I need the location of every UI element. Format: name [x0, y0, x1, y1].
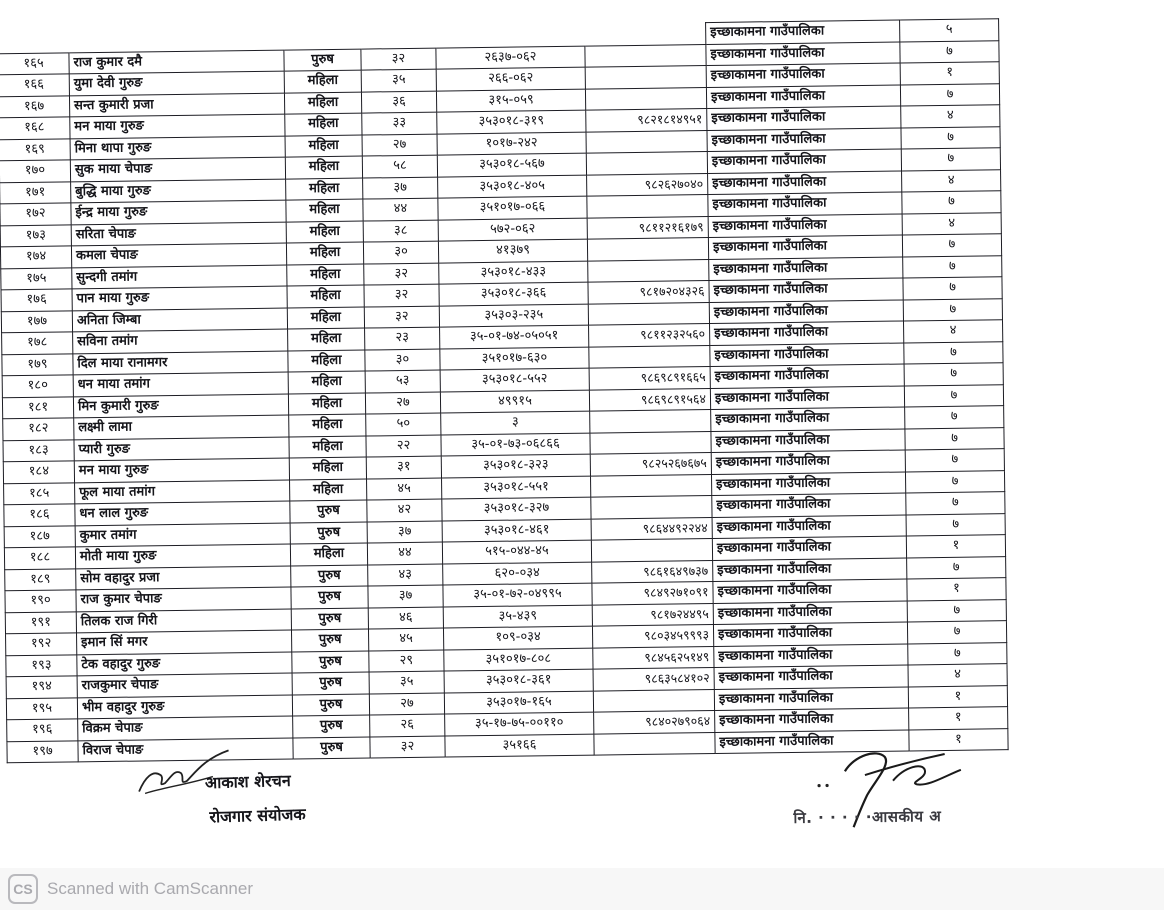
cell-phone: ९८६१६४९७३७ — [592, 560, 713, 583]
cell-ward: ४ — [902, 169, 1001, 192]
cell-id: ३५१०१७-६३० — [440, 347, 589, 370]
cell-palika: इच्छाकामना गाउँपालिका — [715, 708, 909, 732]
cell-gender: महिला — [290, 479, 367, 502]
cell-age: ३७ — [363, 177, 438, 199]
cell-age — [361, 26, 436, 48]
cell-sn: १८१ — [2, 396, 73, 418]
cell-name: राज कुमार दमै — [69, 50, 284, 74]
cell-gender: महिला — [286, 178, 363, 201]
cell-ward: १ — [908, 685, 1007, 708]
cell-phone — [589, 345, 710, 368]
cell-phone — [590, 410, 711, 433]
cell-name: टेक वहादुर गुरुङ — [77, 652, 292, 676]
coordinator-title: रोजगार संयोजक — [209, 804, 306, 827]
cell-gender: महिला — [288, 371, 365, 394]
cell-name: मिना थापा गुरुङ — [70, 136, 285, 160]
cell-sn: १९२ — [6, 633, 77, 655]
cell-sn: १७६ — [1, 289, 72, 311]
cell-age: ४३ — [368, 564, 443, 586]
cell-palika: इच्छाकामना गाउँपालिका — [706, 20, 900, 44]
cell-phone: ९८४५६२५१४९ — [593, 646, 714, 669]
cell-palika: इच्छाकामना गाउँपालिका — [706, 42, 900, 66]
cell-palika: इच्छाकामना गाउँपालिका — [714, 643, 908, 667]
cell-phone: ९८६९८९१५६४ — [589, 388, 710, 411]
cell-sn: १७१ — [0, 181, 71, 203]
cell-gender — [284, 27, 361, 50]
cell-sn: १८० — [2, 375, 73, 397]
cell-ward: ५ — [900, 19, 999, 42]
cell-phone — [585, 23, 706, 46]
cell-age: २६ — [370, 714, 445, 736]
cell-name: बुद्धि माया गुरुङ — [71, 179, 286, 203]
cell-ward: ७ — [905, 449, 1004, 472]
cell-phone — [591, 496, 712, 519]
cell-ward: ७ — [906, 492, 1005, 515]
cell-palika: इच्छाकामना गाउँपालिका — [707, 106, 901, 130]
cell-gender: महिला — [284, 70, 361, 93]
beneficiary-table — [0, 18, 1009, 763]
cell-id: ३५१६६ — [445, 734, 594, 757]
cell-palika: इच्छाकामना गाउँपालिका — [706, 85, 900, 109]
cell-id: ३५-०१-७३-०६८६६ — [441, 433, 590, 456]
cell-id: ३५३०१८-३२७ — [442, 497, 591, 520]
cell-id: ३५३०१८-३२३ — [441, 454, 590, 477]
cell-palika: इच्छाकामना गाउँपालिका — [711, 450, 905, 474]
cell-id: ३५३०१८-५६७ — [437, 153, 586, 176]
cell-gender: महिला — [288, 350, 365, 373]
cell-name: राज कुमार चेपाङ — [76, 587, 291, 611]
cell-name: प्यारी गुरुङ — [74, 437, 289, 461]
cell-palika: इच्छाकामना गाउँपालिका — [709, 299, 903, 323]
cell-name: राजकुमार चेपाङ — [77, 673, 292, 697]
cell-sn: १९७ — [7, 740, 78, 762]
cell-gender: महिला — [286, 242, 363, 265]
cell-id: ५१५-०४४-४५ — [442, 540, 591, 563]
cell-age: ३२ — [364, 284, 439, 306]
cell-ward: ४ — [908, 664, 1007, 687]
cell-palika: इच्छाकामना गाउँपालिका — [713, 557, 907, 581]
cell-palika: इच्छाकामना गाउँपालिका — [710, 364, 904, 388]
cell-age: ३७ — [368, 585, 443, 607]
cell-sn: १६५ — [0, 52, 69, 74]
cell-palika: इच्छाकामना गाउँपालिका — [713, 622, 907, 646]
cell-id — [436, 24, 585, 47]
cell-name: सुक माया चेपाङ — [70, 157, 285, 181]
cell-id: ४९९१५ — [440, 390, 589, 413]
cell-ward: ७ — [908, 642, 1007, 665]
cell-id: ३५१०१७-८०८ — [444, 648, 593, 671]
cell-palika: इच्छाकामना गाउँपालिका — [715, 729, 909, 753]
cell-palika: इच्छाकामना गाउँपालिका — [709, 278, 903, 302]
cell-sn: १९१ — [5, 611, 76, 633]
cell-age: २२ — [366, 435, 441, 457]
cell-name: पान माया गुरुङ — [72, 286, 287, 310]
cell-name: फूल माया तमांग — [75, 480, 290, 504]
cell-ward: १ — [907, 578, 1006, 601]
cell-name: मन माया गुरुङ — [70, 114, 285, 138]
cell-age: ५० — [366, 413, 441, 435]
cell-name: कुमार तमांग — [75, 523, 290, 547]
cell-id: २६३७-०६२ — [436, 46, 585, 69]
cell-name: सरिता चेपाङ — [71, 222, 286, 246]
cell-gender: महिला — [290, 543, 367, 566]
cell-name: तिलक राज गिरी — [76, 609, 291, 633]
table-body — [0, 19, 1008, 763]
cell-id: ३५३०१८-४६१ — [442, 519, 591, 542]
cell-age: ३३ — [362, 112, 437, 134]
cell-sn: १७९ — [2, 353, 73, 375]
cell-name: धन माया तमांग — [73, 372, 288, 396]
cell-phone: ९८१७२०४३२६ — [588, 281, 709, 304]
cell-sn: १९४ — [6, 676, 77, 698]
cell-palika: इच्छाकामना गाउँपालिका — [707, 128, 901, 152]
cell-gender: महिला — [285, 135, 362, 158]
cell-palika: इच्छाकामना गाउँपालिका — [710, 321, 904, 345]
cell-gender: महिला — [284, 92, 361, 115]
cell-ward: ७ — [905, 406, 1004, 429]
cell-gender: पुरुष — [291, 608, 368, 631]
cell-palika: इच्छाकामना गाउँपालिका — [712, 536, 906, 560]
cell-name: दिल माया रानामगर — [73, 351, 288, 375]
cell-palika: इच्छाकामना गाउँपालिका — [710, 342, 904, 366]
cell-id: ५७२-०६२ — [438, 218, 587, 241]
cell-palika: इच्छाकामना गाउँपालिका — [714, 665, 908, 689]
cell-phone — [585, 87, 706, 110]
cell-name: मोती माया गुरुङ — [75, 544, 290, 568]
cell-ward: ७ — [902, 191, 1001, 214]
cell-ward: ७ — [906, 513, 1005, 536]
cell-id: १०१७-२४२ — [437, 132, 586, 155]
cell-gender: पुरुष — [293, 737, 370, 760]
cell-ward: ७ — [901, 148, 1000, 171]
cell-gender: महिला — [289, 436, 366, 459]
cell-age: ४४ — [363, 198, 438, 220]
cell-name: कमला चेपाङ — [71, 243, 286, 267]
cell-phone — [590, 474, 711, 497]
cell-id: ३५-०१-७४-०५०५१ — [440, 325, 589, 348]
cell-age: ३७ — [367, 521, 442, 543]
cell-sn: १७७ — [1, 310, 72, 332]
cell-age: ३२ — [364, 306, 439, 328]
cell-phone — [590, 431, 711, 454]
cell-ward: १ — [909, 728, 1008, 751]
cell-id: ३५-०१-७२-०४९९५ — [443, 583, 592, 606]
cell-age: ३० — [363, 241, 438, 263]
cell-gender: महिला — [289, 457, 366, 480]
cell-sn: १८३ — [3, 439, 74, 461]
right-signature-block — [784, 739, 1015, 842]
cell-palika: इच्छाकामना गाउँपालिका — [714, 686, 908, 710]
cell-palika: इच्छाकामना गाउँपालिका — [710, 385, 904, 409]
cell-palika: इच्छाकामना गाउँपालिका — [707, 149, 901, 173]
cell-sn: १८९ — [5, 568, 76, 590]
cell-sn: १७३ — [0, 224, 71, 246]
cell-palika: इच्छाकामना गाउँपालिका — [709, 257, 903, 281]
cell-age: ४६ — [368, 607, 443, 629]
cell-gender: महिला — [285, 113, 362, 136]
cell-sn: १८५ — [4, 482, 75, 504]
cell-name: विराज चेपाङ — [78, 738, 293, 762]
cell-ward: ७ — [907, 556, 1006, 579]
cell-sn: १९५ — [6, 697, 77, 719]
cell-ward: ७ — [901, 126, 1000, 149]
cell-id: ३१५-०५९ — [436, 89, 585, 112]
cell-age: २९ — [369, 650, 444, 672]
cell-ward: ७ — [904, 341, 1003, 364]
cell-age: ३२ — [361, 48, 436, 70]
cell-id: ४१३७९ — [438, 239, 587, 262]
cell-sn: १७२ — [0, 203, 71, 225]
cell-gender: महिला — [288, 328, 365, 351]
cell-ward: ७ — [900, 83, 999, 106]
cell-name: मन माया गुरुङ — [74, 458, 289, 482]
cell-id: ३५-१७-७५-००११० — [445, 712, 594, 735]
cell-ward: १ — [906, 535, 1005, 558]
cell-id: ३५३०१८-४०५ — [438, 175, 587, 198]
cell-palika: इच्छाकामना गाउँपालिका — [706, 63, 900, 87]
scanner-footer — [0, 868, 1164, 910]
cell-phone — [586, 130, 707, 153]
cell-name: विक्रम चेपाङ — [78, 716, 293, 740]
cell-sn: १९६ — [7, 719, 78, 741]
cell-ward: ४ — [903, 320, 1002, 343]
cell-phone — [594, 732, 715, 755]
cell-sn: १६८ — [0, 117, 70, 139]
cell-phone — [593, 689, 714, 712]
cell-palika: इच्छाकामना गाउँपालिका — [712, 493, 906, 517]
cell-age: ३० — [365, 349, 440, 371]
cell-phone: ९८१७२४४९५ — [592, 603, 713, 626]
cell-gender: पुरुष — [292, 672, 369, 695]
cell-phone — [586, 152, 707, 175]
cell-palika: इच्छाकामना गाउँपालिका — [711, 471, 905, 495]
cell-sn: १७४ — [0, 246, 71, 268]
cell-palika: इच्छाकामना गाउँपालिका — [711, 428, 905, 452]
cell-sn: १७८ — [2, 332, 73, 354]
cell-ward: १ — [909, 707, 1008, 730]
scanner-watermark-text: Scanned with CamScanner — [47, 879, 254, 898]
cell-ward: ७ — [902, 234, 1001, 257]
cell-phone: ९८२५२६७६७५ — [590, 453, 711, 476]
cell-id: ३५३०१८-५५१ — [442, 476, 591, 499]
cell-palika: इच्छाकामना गाउँपालिका — [708, 214, 902, 238]
cell-gender: महिला — [289, 414, 366, 437]
cell-ward: ७ — [903, 255, 1002, 278]
cell-id: ३५३०१८-३१९ — [437, 110, 586, 133]
cell-name: भीम वहादुर गुरुङ — [77, 695, 292, 719]
cell-gender: पुरुष — [284, 49, 361, 72]
cell-age: ४५ — [367, 478, 442, 500]
left-signature-block — [135, 744, 376, 847]
cell-gender: महिला — [285, 156, 362, 179]
cell-phone: ९८०३४५९९९३ — [592, 625, 713, 648]
cell-palika: इच्छाकामना गाउँपालिका — [713, 600, 907, 624]
officer-title: नि. · · · · ·आसकीय अ — [793, 807, 942, 827]
cell-ward: ७ — [904, 363, 1003, 386]
cell-name: युमा देवी गुरुङ — [69, 71, 284, 95]
cell-id: ३५३०१८-४३३ — [439, 261, 588, 284]
cell-age: ४२ — [367, 499, 442, 521]
cell-gender: महिला — [288, 393, 365, 416]
cell-ward: ७ — [903, 277, 1002, 300]
cell-age: २३ — [365, 327, 440, 349]
cell-gender: महिला — [287, 264, 364, 287]
cell-gender: पुरुष — [292, 651, 369, 674]
cell-sn: १८६ — [4, 504, 75, 526]
cell-gender: पुरुष — [291, 629, 368, 652]
cell-phone — [588, 259, 709, 282]
cell-ward: ७ — [905, 470, 1004, 493]
cell-age: ४५ — [368, 628, 443, 650]
cell-palika: इच्छाकामना गाउँपालिका — [708, 192, 902, 216]
cell-id: ३५१०१७-०६६ — [438, 196, 587, 219]
cell-name: सन्त कुमारी प्रजा — [69, 93, 284, 117]
cell-sn: १९३ — [6, 654, 77, 676]
cell-ward: १ — [900, 62, 999, 85]
cell-phone: ९८६४४९२२४४ — [591, 517, 712, 540]
cell-phone: ९८२६२७०४० — [587, 173, 708, 196]
cell-name: मिन कुमारी गुरुङ — [73, 394, 288, 418]
cell-gender: पुरुष — [291, 565, 368, 588]
cell-name: सोम वहादुर प्रजा — [76, 566, 291, 590]
cell-sn: १९० — [5, 590, 76, 612]
cell-phone — [587, 238, 708, 261]
cell-palika: इच्छाकामना गाउँपालिका — [711, 407, 905, 431]
cell-phone: ९८४०२७९०६४ — [594, 711, 715, 734]
cell-id: ३५-४३९ — [443, 605, 592, 628]
cell-age: ३१ — [366, 456, 441, 478]
cell-sn: १७० — [0, 160, 71, 182]
cell-ward: ७ — [907, 599, 1006, 622]
cell-phone: ९८४९२७१०९१ — [592, 582, 713, 605]
cell-gender: महिला — [287, 285, 364, 308]
cell-age: ४४ — [367, 542, 442, 564]
coordinator-name: आकाश शेरचन — [204, 770, 291, 793]
cell-palika: इच्छाकामना गाउँपालिका — [713, 579, 907, 603]
cell-id: २६६-०६२ — [436, 67, 585, 90]
cell-gender: पुरुष — [290, 522, 367, 545]
cell-id: ३५३०१७-१६५ — [444, 691, 593, 714]
cell-sn: १६९ — [0, 138, 70, 160]
cell-name: सुन्दगी तमांग — [72, 265, 287, 289]
cell-sn: १६६ — [0, 74, 69, 96]
cell-phone — [591, 539, 712, 562]
cell-gender: पुरुष — [290, 500, 367, 523]
cell-gender: महिला — [286, 221, 363, 244]
cell-id: ३५३०१८-३६१ — [444, 669, 593, 692]
cell-phone: ९८२१८१४९५१ — [586, 109, 707, 132]
cell-palika: इच्छाकामना गाउँपालिका — [708, 171, 902, 195]
cell-phone — [588, 302, 709, 325]
cell-ward: ७ — [900, 40, 999, 63]
cell-gender: महिला — [287, 307, 364, 330]
cell-age: ३२ — [364, 263, 439, 285]
cell-age: ३२ — [370, 736, 445, 758]
cell-ward: ४ — [902, 212, 1001, 235]
cell-phone — [585, 66, 706, 89]
cell-phone: ९८६३५८४१०२ — [593, 668, 714, 691]
cell-sn: १८२ — [3, 418, 74, 440]
cell-sn — [0, 31, 69, 53]
cell-name: ईन्द्र माया गुरुङ — [71, 200, 286, 224]
cell-id: १०९-०३४ — [443, 626, 592, 649]
cell-ward: ७ — [905, 427, 1004, 450]
cell-age: ५३ — [365, 370, 440, 392]
cell-ward: ४ — [901, 105, 1000, 128]
cell-sn: १६७ — [0, 95, 70, 117]
cell-gender: पुरुष — [291, 586, 368, 609]
cell-sn: १८४ — [3, 461, 74, 483]
cell-age: ३५ — [369, 671, 444, 693]
cell-sn: १८८ — [4, 547, 75, 569]
cell-id: ६२०-०३४ — [443, 562, 592, 585]
cell-ward: ७ — [903, 298, 1002, 321]
cell-age: ५८ — [362, 155, 437, 177]
cell-id: ३५३०१८-३६६ — [439, 282, 588, 305]
cell-name: इमान सिं मगर — [77, 630, 292, 654]
cell-palika: इच्छाकामना गाउँपालिका — [712, 514, 906, 538]
cell-age: ३६ — [361, 91, 436, 113]
cell-phone — [585, 44, 706, 67]
camscanner-logo-icon: CS — [8, 874, 38, 904]
cell-ward: ७ — [904, 384, 1003, 407]
cell-gender: पुरुष — [293, 715, 370, 738]
cell-name: धन लाल गुरुङ — [75, 501, 290, 525]
cell-phone: ९८११२१६१७९ — [587, 216, 708, 239]
cell-name: सविना तमांग — [73, 329, 288, 353]
cell-sn: १८७ — [4, 525, 75, 547]
cell-id: ३५३०३-२३५ — [439, 304, 588, 327]
cell-name: अनिता जिम्बा — [72, 308, 287, 332]
cell-age: ३८ — [363, 220, 438, 242]
cell-age: ३५ — [361, 69, 436, 91]
cell-gender: पुरुष — [292, 694, 369, 717]
cell-name: लक्ष्मी लामा — [74, 415, 289, 439]
cell-palika: इच्छाकामना गाउँपालिका — [708, 235, 902, 259]
cell-id: ३ — [441, 411, 590, 434]
cell-age: २७ — [365, 392, 440, 414]
cell-age: २७ — [369, 693, 444, 715]
cell-sn: १७५ — [1, 267, 72, 289]
cell-phone: ९८६९८९१६६५ — [589, 367, 710, 390]
cell-ward: ७ — [907, 621, 1006, 644]
cell-id: ३५३०१८-५५२ — [440, 368, 589, 391]
cell-name — [69, 28, 284, 52]
cell-gender: महिला — [286, 199, 363, 222]
cell-phone: ९८११२३२५६० — [589, 324, 710, 347]
cell-age: २७ — [362, 134, 437, 156]
cell-phone — [587, 195, 708, 218]
